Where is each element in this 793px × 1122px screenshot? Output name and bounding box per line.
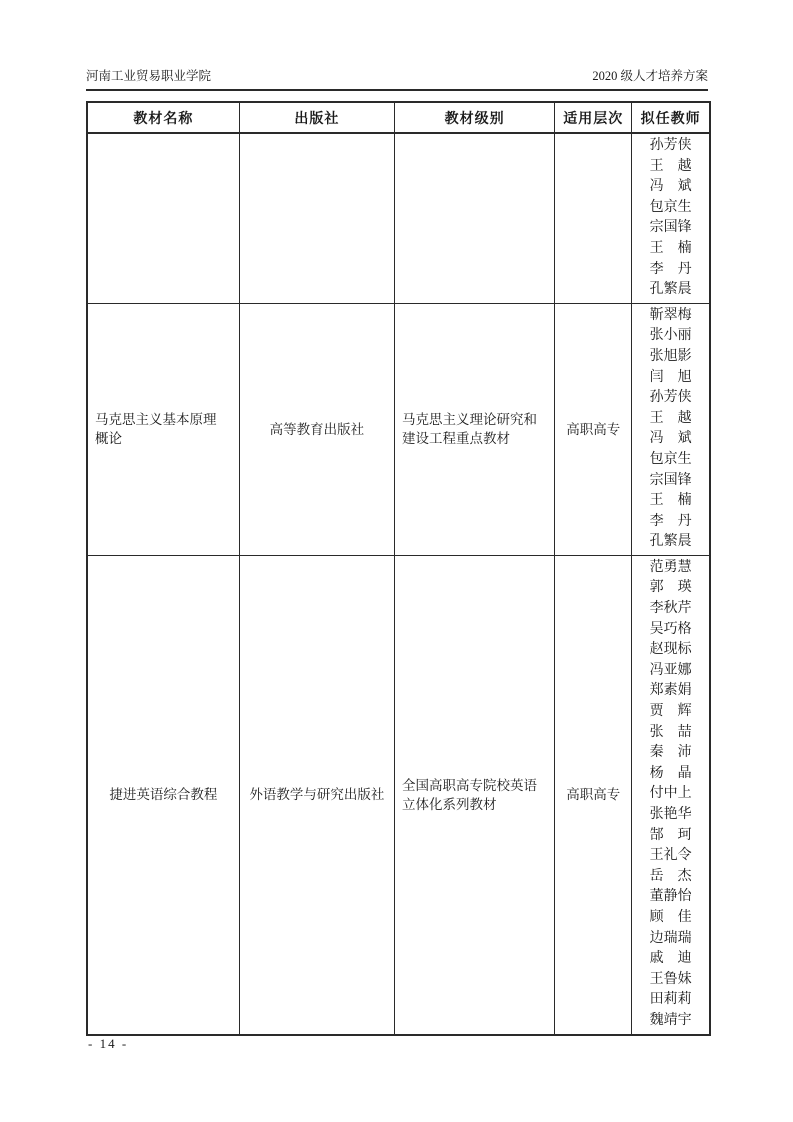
- teacher-name: 包京生: [649, 199, 692, 215]
- cell-textbook-name: 马克思主义基本原理概论: [87, 303, 239, 555]
- cell-teachers: [632, 133, 710, 303]
- teacher-name: 付中上: [649, 786, 692, 802]
- cell-level: [394, 133, 554, 303]
- textbook-table: [86, 101, 711, 1036]
- cell-textbook-name: [87, 133, 239, 303]
- teacher-name: 王 越: [649, 410, 692, 426]
- teacher-name: 戚 迪: [649, 951, 692, 967]
- teacher-name: 张小丽: [649, 328, 692, 344]
- cell-level: 全国高职高专院校英语立体化系列教材: [394, 555, 554, 1034]
- teacher-name: 孙芳侠: [649, 138, 692, 153]
- teacher-name: 顾 佳: [649, 909, 692, 925]
- cell-publisher: 高等教育出版社: [239, 303, 394, 555]
- page-number: - 14 -: [88, 1036, 129, 1051]
- col-header-teachers: 拟任教师: [632, 102, 710, 133]
- cell-publisher: 外语教学与研究出版社: [239, 555, 394, 1034]
- teacher-name: 冯 斌: [649, 179, 692, 195]
- teacher-name: 宗国锋: [649, 220, 692, 236]
- cell-layer: [555, 133, 632, 303]
- teacher-name: 吴巧格: [649, 621, 692, 637]
- cell-publisher: [239, 133, 394, 303]
- col-header-publisher: 出版社: [239, 102, 394, 133]
- teacher-name: 郜 珂: [649, 827, 692, 843]
- teacher-name: 范勇慧: [649, 559, 692, 575]
- teacher-name: 魏靖宇: [649, 1012, 692, 1028]
- cell-layer: 高职高专: [555, 555, 632, 1034]
- table-row: [87, 555, 710, 1034]
- table-header-row: [87, 102, 710, 133]
- teacher-name: 贾 辉: [649, 704, 692, 720]
- col-header-layer: 适用层次: [555, 102, 632, 133]
- table-row: [87, 133, 710, 303]
- teacher-name: 赵现标: [649, 642, 692, 658]
- teacher-name: 孙芳侠: [649, 390, 692, 406]
- cell-textbook-name: 捷进英语综合教程: [87, 555, 239, 1034]
- teacher-name: 孔繁晨: [649, 534, 692, 550]
- teacher-name: 李 丹: [649, 261, 692, 277]
- teacher-name: 宗国锋: [649, 472, 692, 488]
- teacher-name: 郭 瑛: [649, 580, 692, 596]
- teacher-name: 岳 杰: [649, 868, 692, 884]
- teacher-name: 王 楠: [649, 493, 692, 509]
- teacher-name: 董静怡: [649, 889, 692, 905]
- teacher-name: 田莉莉: [649, 992, 692, 1008]
- teacher-name: 郑素娟: [649, 683, 692, 699]
- teacher-name: 李秋芹: [649, 601, 692, 617]
- teacher-name: 秦 沛: [649, 745, 692, 761]
- teacher-name: 张旭影: [649, 348, 692, 364]
- table-row: [87, 303, 710, 555]
- teacher-name: 张 喆: [649, 724, 692, 740]
- teacher-name: 杨 晶: [649, 765, 692, 781]
- teacher-name: 王礼令: [649, 848, 692, 864]
- header-left-text: 河南工业贸易职业学院: [86, 69, 212, 83]
- teacher-name: 李 丹: [649, 513, 692, 529]
- teacher-name: 边瑞瑞: [649, 930, 692, 946]
- teacher-name: 孔繁晨: [649, 282, 692, 298]
- teacher-name: 闫 旭: [649, 369, 692, 385]
- teacher-name: 张艳华: [649, 807, 692, 822]
- col-header-textbook-name: 教材名称: [87, 102, 239, 133]
- teacher-name: 王 越: [649, 158, 692, 174]
- cell-teachers: [632, 303, 710, 555]
- teacher-name: 冯 斌: [649, 431, 692, 447]
- teacher-name: 王鲁妹: [649, 971, 692, 987]
- teacher-name: 王 楠: [649, 240, 692, 256]
- teacher-name: 冯亚娜: [649, 662, 692, 678]
- cell-level: 马克思主义理论研究和建设工程重点教材: [394, 303, 554, 555]
- teacher-name: 靳翠梅: [649, 307, 692, 323]
- header-right-text: 2020 级人才培养方案: [592, 69, 708, 83]
- cell-layer: 高职高专: [555, 303, 632, 555]
- page-header: [86, 66, 708, 91]
- teacher-name: 包京生: [649, 451, 692, 467]
- col-header-level: 教材级别: [394, 102, 554, 133]
- cell-teachers: [632, 555, 710, 1034]
